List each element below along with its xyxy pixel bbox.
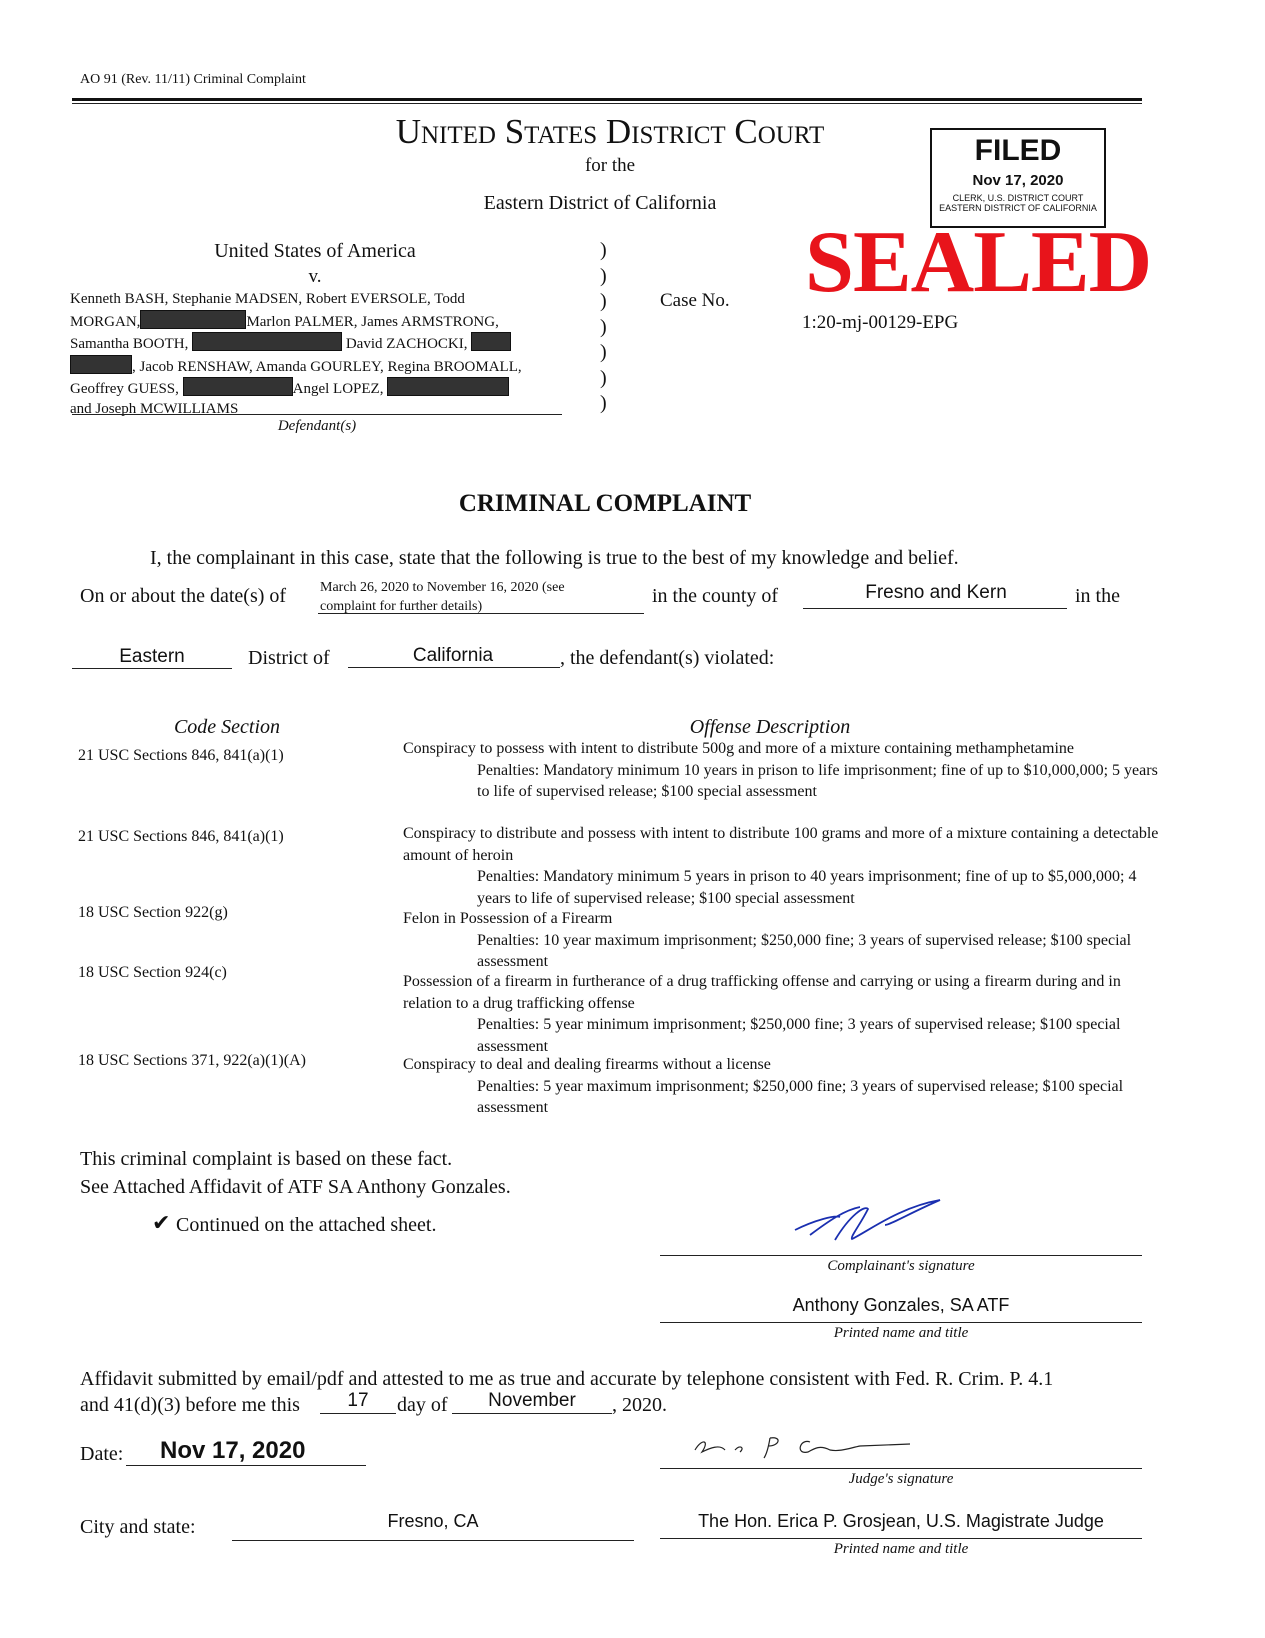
filed-label: FILED	[974, 134, 1062, 167]
offense-desc: Felon in Possession of a Firearm	[403, 910, 613, 927]
judge-name: The Hon. Erica P. Grosjean, U.S. Magistrate Judge	[698, 1511, 1104, 1531]
versus: v.	[308, 266, 322, 287]
offense-penalties: Penalties: Mandatory minimum 5 years in prison to 40 years imprisonment; fine of up to $5,000,000; 4 years to life of supervised release; $100 special assessment	[477, 868, 1137, 907]
attest-month: November	[452, 1389, 612, 1414]
defendants-label: Defendant(s)	[277, 418, 357, 434]
form-id: AO 91 (Rev. 11/11) Criminal Complaint	[80, 72, 306, 87]
filed-date: Nov 17, 2020	[972, 172, 1064, 189]
redaction	[140, 310, 246, 329]
judge-signature	[690, 1430, 920, 1465]
city-state-label: City and state:	[80, 1516, 196, 1538]
attest-year: , 2020.	[612, 1394, 667, 1416]
in-the: in the	[1075, 585, 1120, 607]
offense-item	[403, 908, 1163, 973]
redaction	[183, 377, 293, 396]
defendant-text: Kenneth BASH, Stephanie MADSEN, Robert EVERSOLE, Todd	[70, 291, 465, 307]
clerk-line1: CLERK, U.S. DISTRICT COURT	[952, 193, 1084, 203]
defendant-text: and Joseph MCWILLIAMS	[70, 400, 239, 417]
code-section-header: Code Section	[173, 716, 281, 738]
caption-parens: ) ) ) ) ) ) )	[600, 239, 607, 414]
code-section: 18 USC Section 922(g)	[78, 904, 228, 921]
attest-day: 17	[320, 1389, 396, 1414]
facts-line2: See Attached Affidavit of ATF SA Anthony Gonzales.	[80, 1176, 511, 1198]
continued-label: Continued on the attached sheet.	[176, 1214, 437, 1236]
day-of-label: day of	[397, 1394, 448, 1416]
sealed-stamp: SEALED	[805, 214, 1152, 311]
offense-description-header: Offense Description	[689, 716, 851, 738]
intro-statement: I, the complainant in this case, state that the following is true to the best of my knowledge and belief.	[150, 547, 959, 569]
defendant-text: , Jacob RENSHAW, Amanda GOURLEY, Regina BROOMALL,	[132, 358, 522, 375]
code-section: 21 USC Sections 846, 841(a)(1)	[78, 747, 284, 764]
redaction	[471, 332, 511, 351]
case-number: 1:20-mj-00129-EPG	[802, 312, 959, 333]
checkmark-icon: ✔	[152, 1210, 171, 1235]
offense-penalties: Penalties: 10 year maximum imprisonment; $250,000 fine; 3 years of supervised release; $100 special assessment	[477, 931, 1132, 970]
judge-name-label: Printed name and title	[833, 1541, 969, 1557]
facts-line1: This criminal complaint is based on these fact.	[80, 1148, 453, 1170]
complainant-signature	[790, 1195, 950, 1250]
redaction	[192, 332, 342, 351]
offense-penalties: Penalties: Mandatory minimum 10 years in prison to life imprisonment; fine of up to $10,000,000; 5 years to life of supervised release; $100 special assessment	[477, 761, 1158, 800]
offense-desc: Conspiracy to deal and dealing firearms without a license	[403, 1056, 771, 1073]
county-value: Fresno and Kern	[865, 582, 1007, 603]
redaction	[70, 355, 132, 374]
defendant-text: Marlon PALMER, James ARMSTRONG,	[246, 313, 499, 330]
county-label: in the county of	[652, 585, 779, 607]
complainant-name: Anthony Gonzales, SA ATF	[792, 1295, 1010, 1315]
district-label: District of	[248, 647, 330, 669]
document-title: CRIMINAL COMPLAINT	[458, 490, 752, 517]
court-name: United States District Court	[395, 112, 825, 151]
clerk-line2: EASTERN DISTRICT OF CALIFORNIA	[939, 203, 1097, 213]
offense-item	[403, 1054, 1163, 1119]
offense-desc: Possession of a firearm in furtherance of a drug trafficking offense and carrying or using a firearm during and in relation to a drug trafficking offense	[403, 973, 1121, 1012]
dates-label: On or about the date(s) of	[80, 585, 287, 607]
offense-penalties: Penalties: 5 year maximum imprisonment; $250,000 fine; 3 years of supervised release; $100 special assessment	[477, 1077, 1124, 1116]
case-no-label: Case No.	[660, 290, 730, 311]
defendants-list	[70, 290, 522, 419]
attest-line1: Affidavit submitted by email/pdf and attested to me as true and accurate by telephone consistent with Fed. R. Crim. P. 4.1	[80, 1368, 1054, 1390]
defendant-text: David ZACHOCKI,	[345, 336, 468, 352]
dates-line2: complaint for further details)	[320, 599, 483, 614]
complainant-signature-label: Complainant's signature	[827, 1258, 975, 1274]
code-section: 21 USC Sections 846, 841(a)(1)	[78, 828, 284, 845]
code-section: 18 USC Sections 371, 922(a)(1)(A)	[78, 1052, 306, 1069]
complainant-name-label: Printed name and title	[833, 1325, 969, 1341]
plaintiff: United States of America	[214, 240, 416, 262]
offense-item	[403, 738, 1163, 803]
city-state-value: Fresno, CA	[387, 1511, 479, 1531]
court-for: for the	[584, 155, 636, 176]
judge-signature-label: Judge's signature	[848, 1471, 954, 1487]
offense-desc: Conspiracy to possess with intent to distribute 500g and more of a mixture containing methamphetamine	[403, 740, 1074, 757]
court-district: Eastern District of California	[483, 192, 717, 214]
defendant-text: Samantha BOOTH,	[70, 336, 189, 352]
offense-item	[403, 823, 1163, 909]
offense-item	[403, 971, 1173, 1057]
dates-value	[320, 578, 565, 616]
district-value: Eastern	[119, 646, 185, 667]
date-label: Date:	[80, 1443, 124, 1465]
violated-label: , the defendant(s) violated:	[560, 647, 775, 669]
attest-line2: and 41(d)(3) before me this	[80, 1394, 300, 1416]
dates-line1: March 26, 2020 to November 16, 2020 (see	[320, 580, 565, 595]
defendant-text: Angel LOPEZ,	[292, 381, 384, 397]
offense-desc: Conspiracy to distribute and possess with intent to distribute 100 grams and more of a mixture containing a detectable amount of heroin	[403, 825, 1159, 864]
date-value: Nov 17, 2020	[126, 1437, 366, 1466]
offense-penalties: Penalties: 5 year minimum imprisonment; $250,000 fine; 3 years of supervised release; $100 special assessment	[477, 1016, 1121, 1055]
defendant-text: MORGAN,	[70, 313, 141, 330]
code-section: 18 USC Section 924(c)	[78, 964, 227, 981]
state-value: California	[412, 645, 494, 666]
redaction	[387, 377, 509, 396]
defendant-text: Geoffrey GUESS,	[70, 381, 179, 397]
